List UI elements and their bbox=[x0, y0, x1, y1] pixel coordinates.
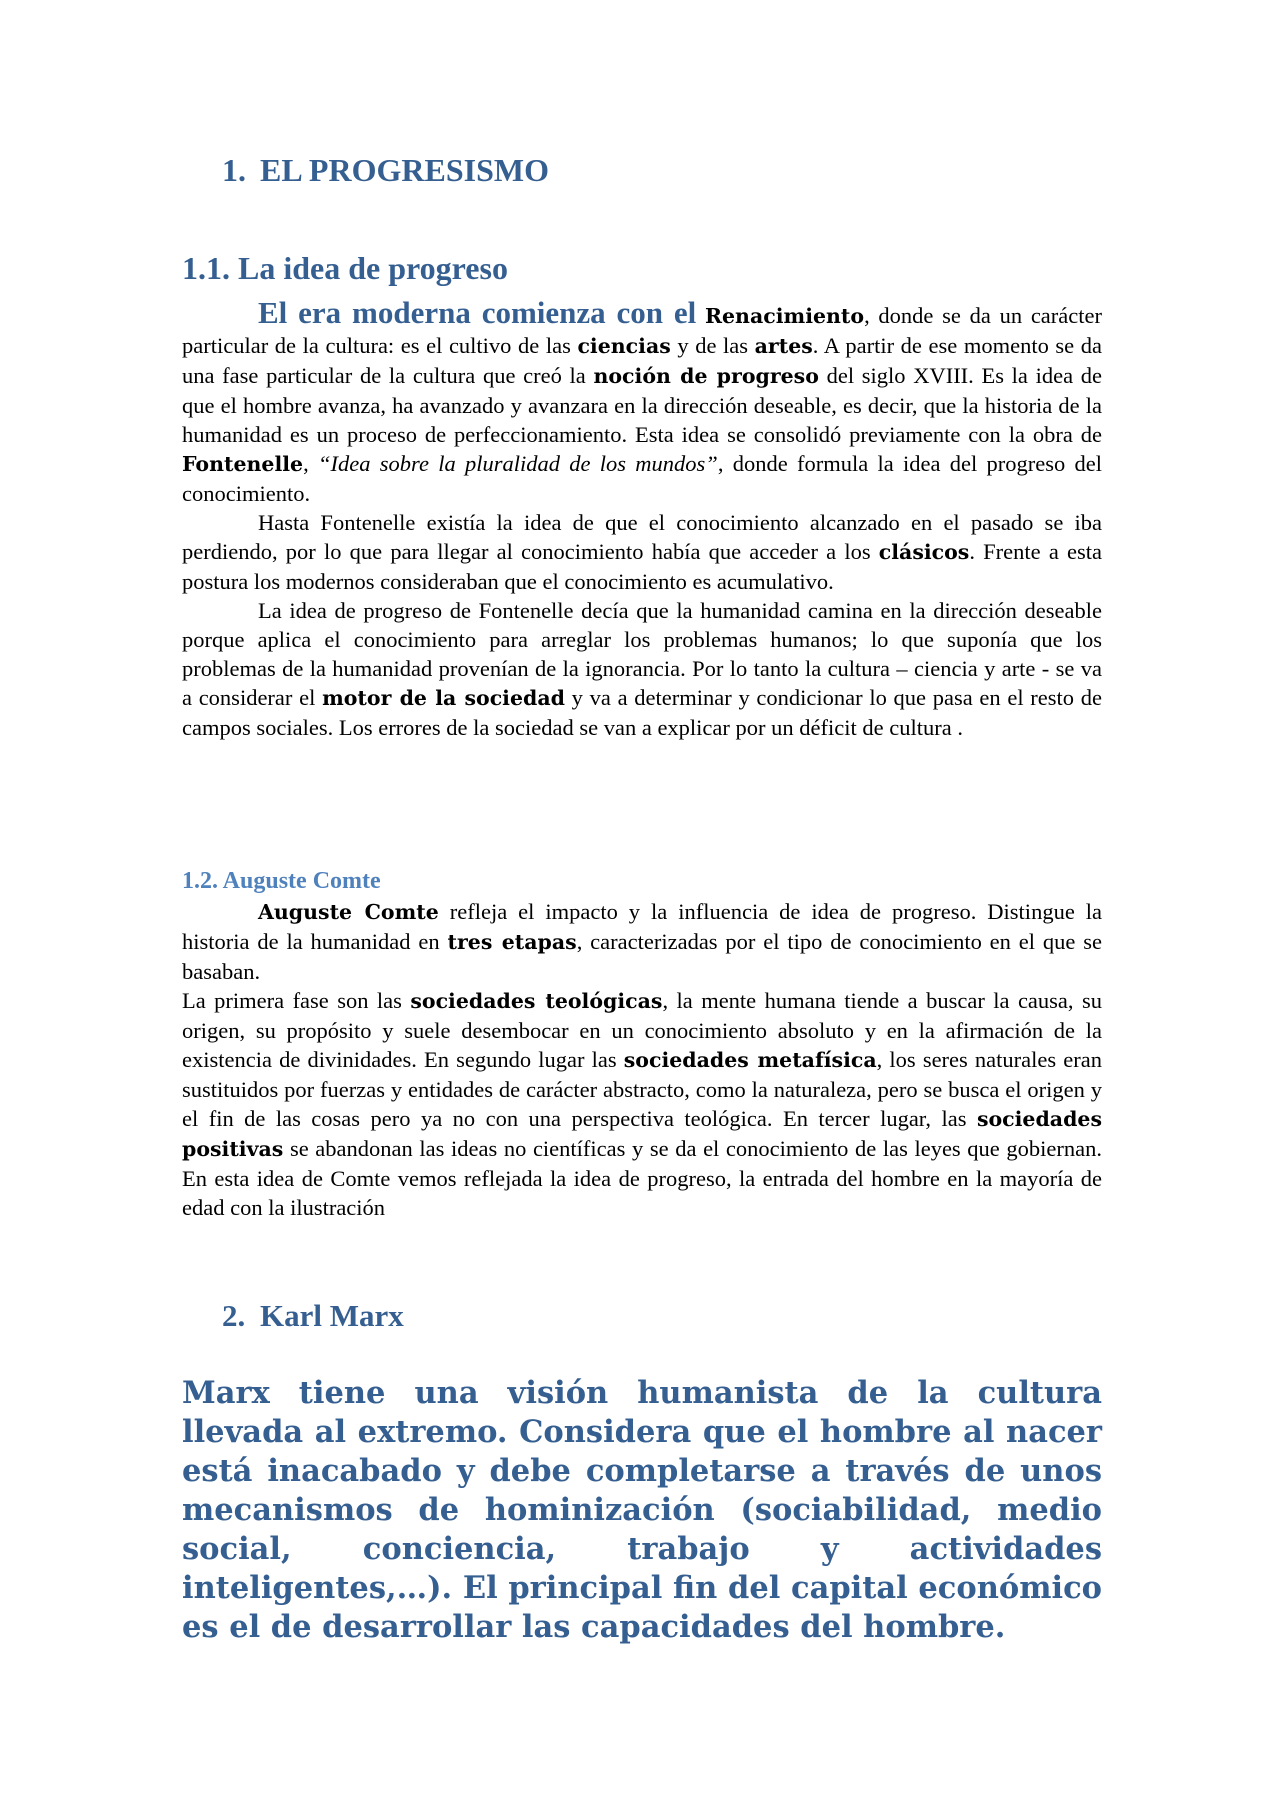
text-run: refleja el impacto y la influencia de idea de progreso. Distingue la historia de la humanidad en bbox=[182, 899, 1103, 954]
text-run: La idea de progreso de Fontenelle decía que la humanidad camina en la dirección deseable porque aplica el conocimiento para arreglar los problemas humanos; lo que suponía que los problemas de la humanidad provenían de la ignorancia. Por lo tanto la cultura – ciencia y arte - se va a considerar el bbox=[182, 598, 1102, 710]
bold-term: Auguste Comte bbox=[258, 900, 439, 924]
section-2-heading bbox=[222, 1298, 404, 1334]
bold-term: ciencias bbox=[577, 334, 671, 358]
text-run: . A partir de ese momento se da una fase particular de la cultura que creó la bbox=[182, 333, 1102, 388]
bold-term: sociedades metafísica bbox=[623, 1048, 877, 1072]
paragraph-renacimiento bbox=[182, 295, 1102, 508]
text-run: , los seres naturales eran sustituidos por fuerzas y entidades de carácter abstracto, como la naturaleza, pero se busca el origen y el fin de las cosas pero ya no con una perspectiva teológica. En tercer lugar, las bbox=[182, 1047, 1103, 1131]
text-run: . Frente a esta postura los modernos consideraban que el conocimiento es acumulativo. bbox=[182, 539, 1102, 594]
text-run: , caracterizadas por el tipo de conocimiento en el que se basaban. bbox=[182, 929, 1102, 984]
text-run: y de las bbox=[670, 333, 755, 358]
bold-term: sociedades teológicas bbox=[410, 989, 663, 1013]
section-1-number: 1. bbox=[222, 152, 246, 188]
text-run: Hasta Fontenelle existía la idea de que el conocimiento alcanzado en el pasado se iba perdiendo, por lo que para llegar al conocimiento había que acceder a los bbox=[182, 510, 1102, 564]
text-run bbox=[696, 303, 705, 328]
paragraph-lead: El era moderna comienza con el bbox=[258, 295, 697, 330]
bold-term: tres etapas bbox=[447, 930, 577, 954]
bold-term: noción de progreso bbox=[593, 364, 819, 388]
subsection-1-1-heading: 1.1. La idea de progreso bbox=[182, 250, 508, 286]
section-2-number: 2. bbox=[222, 1298, 246, 1333]
bold-term: Fontenelle bbox=[182, 452, 304, 476]
subsection-1-2-heading: 1.2. Auguste Comte bbox=[182, 868, 381, 894]
paragraph-fontenelle bbox=[182, 508, 1102, 596]
bold-term: clásicos bbox=[878, 540, 970, 564]
italic-title: “Idea sobre la pluralidad de los mundos” bbox=[318, 451, 718, 476]
text-run: , donde se da un carácter particular de la cultura: es el cultivo de las bbox=[182, 303, 1102, 358]
text-run: , la mente humana tiende a buscar la causa, su origen, su propósito y suele desembocar en un conocimiento absoluto y en la afirmación de la existencia de divinidades. En segundo lugar las bbox=[182, 988, 1102, 1072]
bold-term: Renacimiento bbox=[704, 304, 865, 328]
bold-term: motor de la sociedad bbox=[322, 686, 565, 710]
paragraph-fases bbox=[182, 986, 1102, 1222]
section-1-title: EL PROGRESISMO bbox=[260, 152, 549, 188]
text-run: La primera fase son las bbox=[182, 988, 411, 1013]
paragraph-comte bbox=[182, 897, 1102, 986]
bold-term: artes bbox=[754, 334, 813, 358]
text-run: se abandonan las ideas no científicas y se da el conocimiento de las leyes que gobiernan. En esta idea de Comte vemos reflejada la idea de progreso, la entrada del hombre en la mayoría de edad con la ilustración bbox=[182, 1136, 1102, 1220]
text-run: y va a determinar y condicionar lo que pasa en el resto de campos sociales. Los errores de la sociedad se van a explicar por un déficit de cultura . bbox=[182, 685, 1102, 740]
paragraph-progreso bbox=[182, 596, 1102, 742]
bold-term: sociedades positivas bbox=[182, 1107, 1102, 1161]
text-run: del siglo XVIII. Es la idea de que el hombre avanza, ha avanzado y avanzara en la dirección deseable, es decir, que la historia de la humanidad es un proceso de perfeccionamiento. Esta idea se consolidó previamente con la obra de bbox=[182, 363, 1102, 447]
text-run: , donde formula la idea del progreso del conocimiento. bbox=[182, 451, 1102, 506]
section-2-title: Karl Marx bbox=[260, 1298, 404, 1333]
subsection-1-2-body bbox=[182, 897, 1102, 1222]
subsection-1-1-body bbox=[182, 295, 1102, 742]
text-run: , bbox=[303, 451, 318, 476]
marx-paragraph: Marx tiene una visión humanista de la cultura llevada al extremo. Considera que el hombre al nacer está inacabado y debe completarse a través de unos mecanismos de hominización (sociabilidad, medio social, conciencia, trabajo y actividades inteligentes,…). El principal fin del capital económico es el de desarrollar las capacidades del hombre. bbox=[182, 1375, 1102, 1645]
section-1-heading bbox=[222, 152, 549, 189]
